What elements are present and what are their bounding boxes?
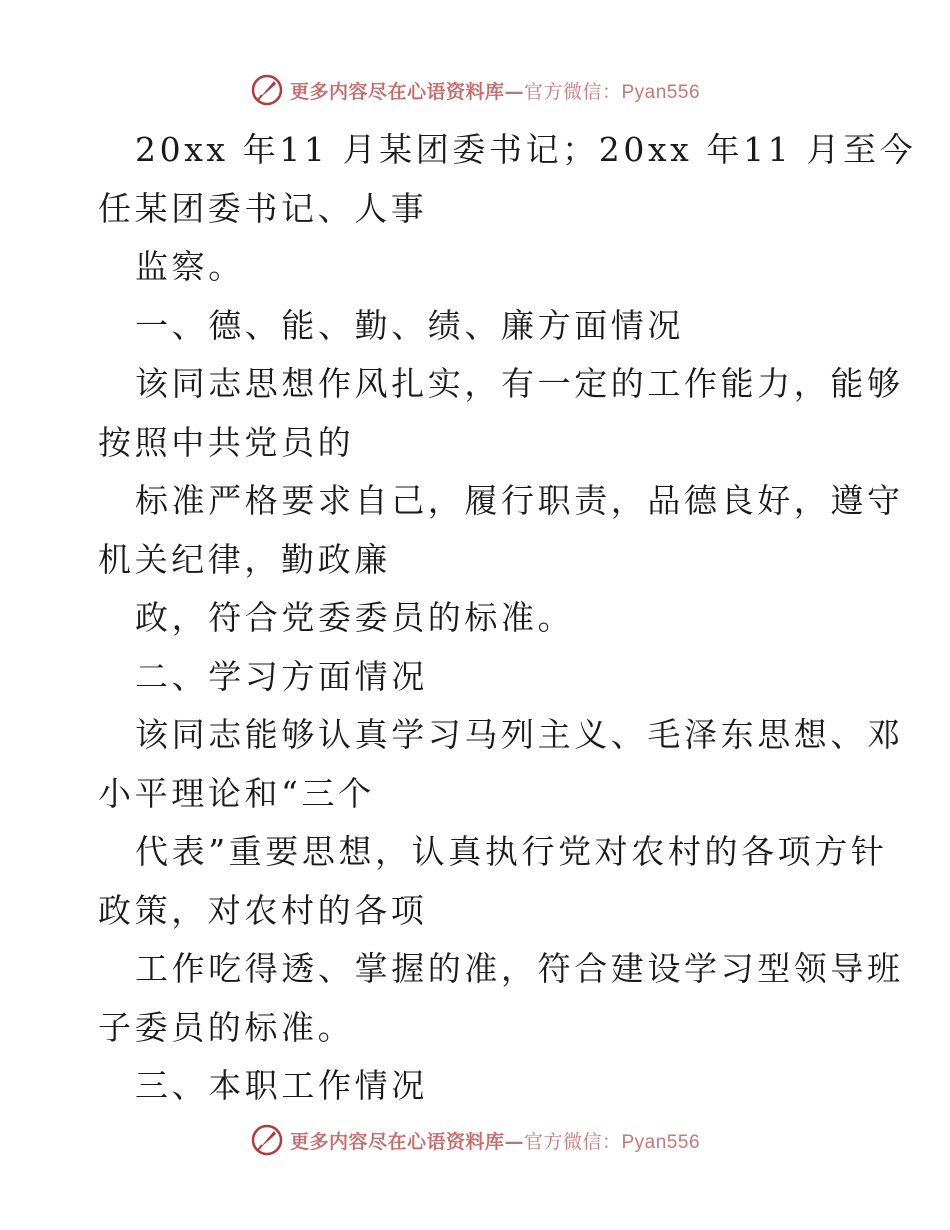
section-heading: 二、学习方面情况 [135,656,428,696]
body-line: 标准严格要求自己，履行职责，品德良好，遵守 [135,481,904,520]
body-line: 任某团委书记、人事 [98,188,428,228]
body-line: 监察。 [135,247,245,286]
body-line: 代表”重要思想，认真执行党对农村的各项方针 [135,832,888,871]
body-line: 20xx 年11 月某团委书记；20xx 年11 月至今 [135,130,917,169]
body-line: 该同志能够认真学习马列主义、毛泽东思想、邓 [135,715,904,754]
footer-banner-inner [250,1123,700,1157]
header-banner [0,70,950,110]
document-body [98,121,917,1116]
body-line: 子委员的标准。 [98,1007,355,1047]
header-banner-text: 更多内容尽在心语资料库—官方微信：Pyan556 [289,80,701,103]
body-line: 机关纪律，勤政廉 [98,539,391,579]
quill-logo-icon [250,1123,284,1157]
header-banner-inner [250,73,700,107]
quill-logo-icon [250,73,284,107]
body-line: 该同志思想作风扎实，有一定的工作能力，能够 [135,364,904,403]
body-line: 政，符合党委委员的标准。 [135,598,575,637]
body-line: 政策，对农村的各项 [98,890,428,930]
footer-banner-text: 更多内容尽在心语资料库—官方微信：Pyan556 [289,1130,701,1153]
footer-banner [0,1120,950,1160]
section-heading: 一、德、能、勤、绩、廉方面情况 [135,305,684,345]
section-heading: 三、本职工作情况 [135,1066,428,1105]
body-line: 小平理论和“三个 [98,773,375,813]
body-line: 按照中共党员的 [98,422,355,462]
body-line: 工作吃得透、掌握的准，符合建设学习型领导班 [135,949,904,988]
